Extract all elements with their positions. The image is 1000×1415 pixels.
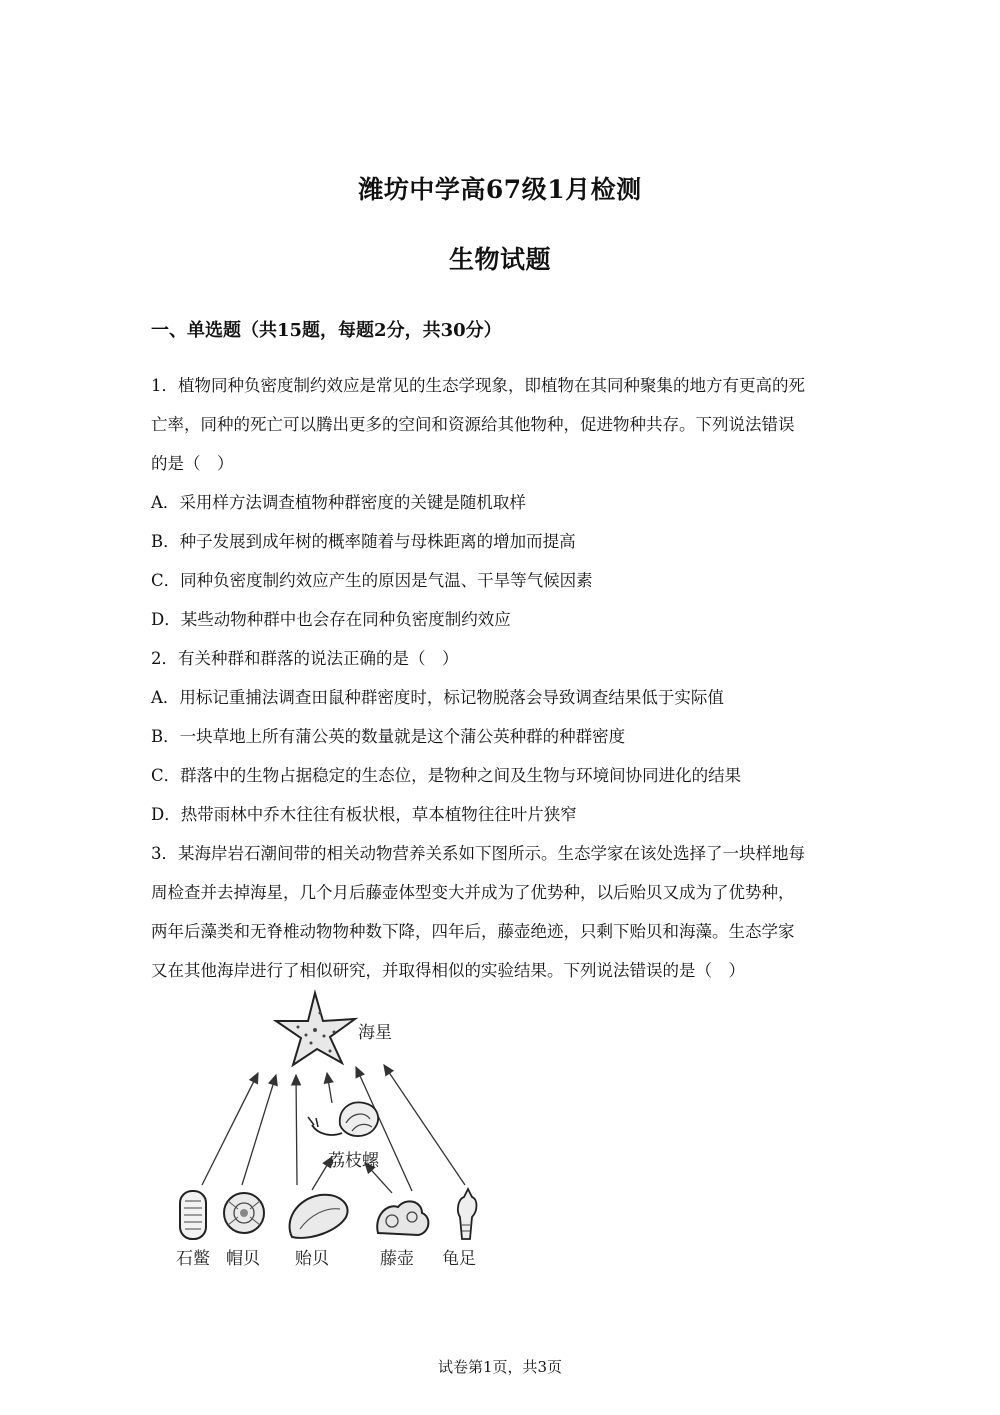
question-1-option-b: B．种子发展到成年树的概率随着与母株距离的增加而提高 <box>151 532 576 551</box>
starfish-label: 海星 <box>358 1023 392 1043</box>
question-1-line-2: 亡率，同种的死亡可以腾出更多的空间和资源给其他物种，促进物种共存。下列说法错误 <box>151 415 795 434</box>
question-3-line-3: 两年后藻类和无脊椎动物物种数下降，四年后，藤壶绝迹，只剩下贻贝和海藻。生态学家 <box>151 922 795 941</box>
chiton-label: 石鳖 <box>176 1249 210 1269</box>
limpet-label: 帽贝 <box>226 1249 260 1269</box>
barnacle-label: 藤壶 <box>380 1249 414 1269</box>
mussel-label: 贻贝 <box>295 1249 329 1269</box>
arrow-chiton-to-starfish <box>202 1073 258 1185</box>
question-2-option-d: D．热带雨林中乔木往往有板状根，草本植物往往叶片狭窄 <box>151 805 577 824</box>
barnacle-illustration <box>377 1201 428 1235</box>
snail-illustration <box>308 1102 378 1136</box>
arrow-limpet-to-starfish <box>242 1075 276 1185</box>
goose-barnacle-label: 龟足 <box>442 1249 476 1269</box>
question-3-line-1: 3．某海岸岩石潮间带的相关动物营养关系如下图所示。生态学家在该处选择了一块样地每 <box>151 844 805 863</box>
goose-barnacle-illustration <box>458 1189 477 1239</box>
limpet-illustration <box>224 1193 264 1233</box>
question-2-option-c: C．群落中的生物占据稳定的生态位，是物种之间及生物与环境间协同进化的结果 <box>151 766 742 785</box>
page-footer: 试卷第1页，共3页 <box>437 1358 563 1376</box>
question-1-line-1: 1．植物同种负密度制约效应是常见的生态学现象，即植物在其同种聚集的地方有更高的死 <box>151 376 805 395</box>
question-1-option-d: D．某些动物种群中也会存在同种负密度制约效应 <box>151 610 511 629</box>
section-header: 一、单选题（共15题，每题2分，共30分） <box>151 320 502 341</box>
arrow-goose-barnacle-to-starfish <box>384 1065 465 1185</box>
question-2-option-b: B．一块草地上所有蒲公英的数量就是这个蒲公英种群的种群密度 <box>151 727 626 746</box>
question-1-line-3: 的是（ ） <box>151 454 234 473</box>
question-1-option-c: C．同种负密度制约效应产生的原因是气温、干旱等气候因素 <box>151 571 593 590</box>
question-1-option-a: A．采用样方法调查植物种群密度的关键是随机取样 <box>151 493 526 512</box>
mussel-illustration <box>290 1195 348 1238</box>
arrow-snail-to-starfish <box>327 1073 332 1103</box>
starfish-illustration <box>276 993 355 1065</box>
question-2-option-a: A．用标记重捕法调查田鼠种群密度时，标记物脱落会导致调查结果低于实际值 <box>151 688 724 707</box>
exam-subtitle: 生物试题 <box>448 245 551 274</box>
question-3-line-4: 又在其他海岸进行了相似研究，并取得相似的实验结果。下列说法错误的是（ ） <box>151 961 745 980</box>
arrow-mussel-to-starfish <box>296 1075 297 1185</box>
snail-label: 荔枝螺 <box>328 1151 379 1171</box>
question-3-line-2: 周检查并去掉海星，几个月后藤壶体型变大并成为了优势种，以后贻贝又成为了优势种， <box>151 883 795 902</box>
question-2-stem: 2．有关种群和群落的说法正确的是（ ） <box>151 649 459 668</box>
food-web-diagram <box>160 985 520 1275</box>
exam-title: 潍坊中学高67级1月检测 <box>358 175 642 204</box>
chiton-illustration <box>180 1191 206 1239</box>
